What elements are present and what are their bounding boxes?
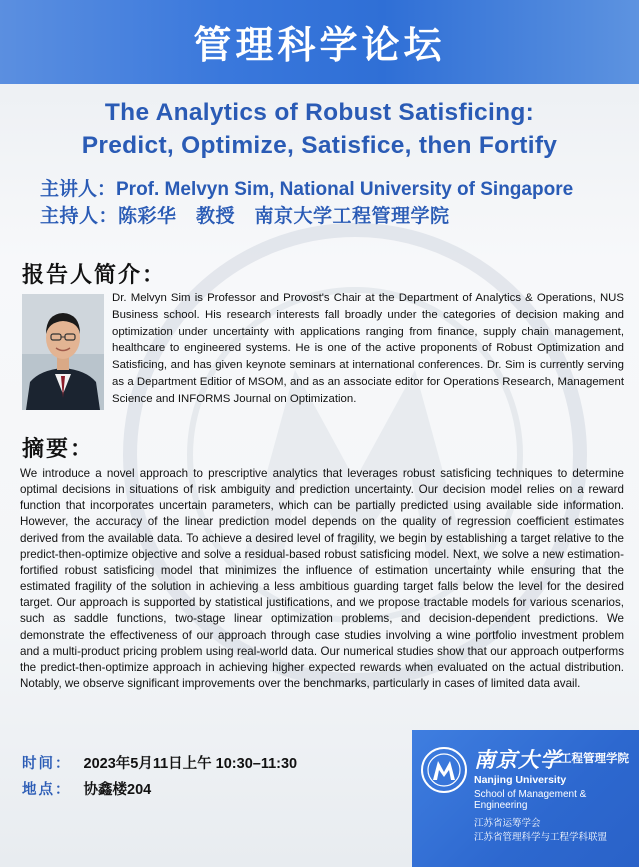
nju-seal-icon (420, 746, 468, 794)
abstract-text: We introduce a novel approach to prescriptive analytics that leverages robust satisficing techniques to determine optimal decisions in situations of risk ambiguity and prediction uncertainty. Our decision model relies on a reward function that incorporates uncertain parameters, which can be partially predicted using available side information. However, the accuracy of the linear prediction model depends on the quality of regression coefficient estimates derived from the available data. To achieve a desired level of fragility, we begin by establishing a target relative to the predict-then-optimize objective and solve a residual-based robust satisficing model. Next, we solve a new estimation-fortified robust satisficing model that minimizes the influence of estimation uncertainty while ensuring that the estimated fragility of the solution in achieving a less ambitious guarding target falls below the level for the desired target. Our approach is supported by statistical justifications, and we propose tractable models for various scenarios, such as saddle functions, two-stage linear optimization problems, and decision-dependent predictions. We demonstrate the effectiveness of our approach through case studies involving a wine portfolio investment problem and a multi-product pricing problem using real-world data. Our numerical studies show that our approach outperforms the predict-then-optimize approach in achieving higher expected rewards when evaluated on the actual distribution. Notably, we observe significant improvements over the benchmarks, particularly in cases of limited data avail. (20, 467, 624, 691)
nju-logo-text: 南京大学 (474, 747, 562, 772)
host-line: 主持人：陈彩华 教授 南京大学工程管理学院 (40, 206, 450, 227)
nju-name-en: Nanjing University (474, 774, 567, 786)
forum-title: 管理科学论坛 (193, 22, 446, 67)
event-time (22, 752, 297, 773)
bio-heading: 报告人简介： (22, 262, 167, 287)
association-2: 江苏省管理科学与工程学科联盟 (474, 832, 608, 843)
event-place (22, 778, 151, 799)
school-name-en: School of Management & Engineering (474, 789, 587, 811)
time-value: 2023年5月11日上午 10:30–11:30 (83, 756, 298, 772)
time-label: 时间： (22, 756, 72, 772)
abstract-heading: 摘要： (22, 436, 95, 461)
association-1: 江苏省运筹学会 (474, 818, 541, 829)
place-value: 协鑫楼204 (83, 782, 152, 798)
bio-text: Dr. Melvyn Sim is Professor and Provost's Chair at the Department of Analytics & Operations, NUS Business school. His research interests fall broadly under the categories of decision making and optimization under uncertainty with applications ranging from finance, supply chain management, healthcare to engineered systems. He is one of the active proponents of Robust Optimization and Satisficing, and has given keynote seminars at international conferences. Dr. Sim is currently serving as a Department Editior of MSOM, and as an associate editor for Operations Research, Management Science and INFORMS Journal on Optimization. (112, 292, 624, 405)
speaker-portrait (22, 294, 104, 410)
talk-title-line2: Predict, Optimize, Satisfice, then Fortify (81, 132, 558, 159)
speaker-line: 主讲人：Prof. Melvyn Sim, National University of Singapore (40, 179, 574, 200)
talk-title (0, 96, 639, 162)
talk-title-line1: The Analytics of Robust Satisficing: (104, 99, 535, 126)
school-name-cn: 工程管理学院 (560, 753, 629, 765)
place-label: 地点： (22, 782, 72, 798)
